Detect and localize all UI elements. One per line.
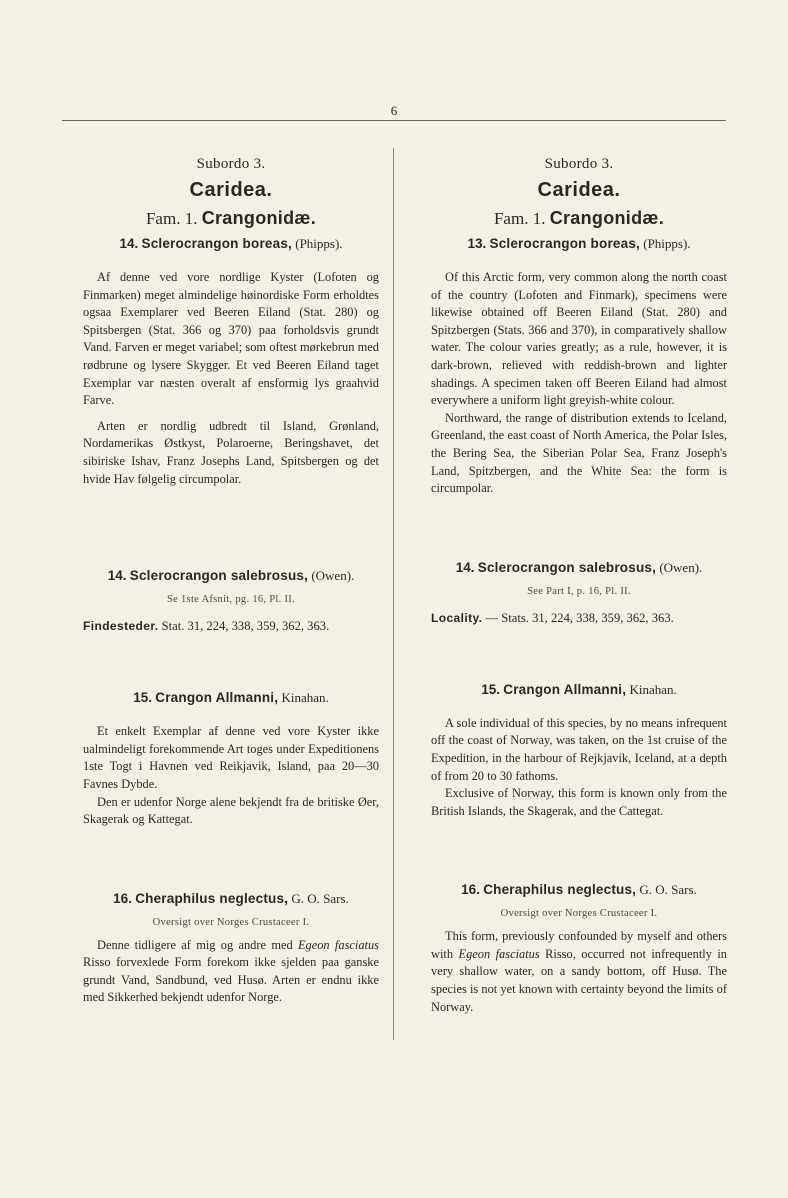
italic-species-name: Egeon fasciatus (458, 946, 540, 961)
paragraph-text: Risso forvexlede Form forekom ikke sjelden paa ganske grundt Vand, Sandbund, ved Husø. Arten er endnu ikke med Sikkerhed bekjendt udenfor Norge. (83, 955, 379, 1005)
ordo-heading: Caridea. (537, 179, 621, 201)
locality-label: Findesteder. (83, 619, 159, 634)
locality-text: Stat. 31, 224, 338, 359, 362, 363. (161, 619, 330, 634)
family-name: Crangonidæ. (201, 208, 317, 228)
species-name: Sclerocrangon salebrosus, (477, 559, 657, 575)
paragraph (83, 937, 379, 1007)
paragraph (431, 928, 727, 1016)
locality-line (83, 619, 379, 634)
paragraph: Af denne ved vore nordlige Kyster (Lofoten og Finmarken) meget almindelige høinordiske Form erholdtes ogsaa Exemplarer ved Beeren Eiland (Stat. 280) og Spitsbergen (Stat. 366 og 370) paa forholdsvis grundt Vand. Farven er meget variabel; som oftest mørkebrun med rødbrune og lysere Skygger. Et ved Beeren Eiland taget Exemplar var næsten overalt af ensformig lys graahvid Farve. (83, 270, 379, 408)
paragraph: Exclusive of Norway, this form is known only from the British Islands, the Skagerak, and the Cattegat. (431, 786, 727, 818)
paragraph: A sole individual of this species, by no means infrequent off the coast of Norway, was taken, on the 1st cruise of the Expedition, in the harbour of Rejkjavik, Iceland, at a depth of from 20 to 30 fathoms. (431, 715, 727, 783)
paragraph: Of this Arctic form, very common along the north coast of the country (Lofoten and Finmark), specimens were likewise obtained off Beeren Eiland (Stat. 280) and Spitzbergen (Stats. 366 and 370), in comparatively shallow water. The colour varies greatly; as a rule, however, it is dark-brown, relieved with reddish-brown and lighter shadings. A specimen taken off Beeren Eiland had almost everywhere a uniform light greyish-white colour. (431, 270, 727, 408)
species-name: Sclerocrangon boreas, (489, 236, 640, 251)
species-author: Kinahan. (281, 690, 329, 706)
species-author: (Phipps). (295, 236, 343, 251)
paragraph-text: Denne tidligere af mig og andre med (97, 937, 298, 952)
species-heading-crangon-allmanni (83, 690, 379, 706)
species-heading-cheraphilus-neglectus (431, 882, 727, 898)
species-name: Sclerocrangon boreas, (141, 236, 292, 251)
subordo-heading: Subordo 3. (196, 156, 266, 172)
family-prefix: Fam. 1. (145, 209, 198, 228)
species-number: 15. (481, 681, 501, 697)
locality-label: Locality. (431, 610, 483, 625)
species-number: 13. (467, 236, 487, 251)
family-heading (83, 208, 379, 232)
species-name: Crangon Allmanni, (503, 681, 627, 697)
reference-note: Oversigt over Norges Crustaceer I. (152, 916, 310, 928)
header-rule (62, 120, 726, 121)
species-name: Cheraphilus neglectus, (483, 882, 637, 898)
page-number: 6 (390, 103, 398, 118)
species-number: 14. (455, 559, 475, 575)
reference-note: Se 1ste Afsnit, pg. 16, Pl. II. (166, 594, 295, 606)
species-number: 14. (107, 568, 127, 584)
species-heading-sclerocrangon-salebrosus (83, 568, 379, 584)
subordo-heading: Subordo 3. (544, 156, 614, 172)
species-name: Cheraphilus neglectus, (135, 890, 289, 906)
reference-note: Oversigt over Norges Crustaceer I. (500, 908, 658, 920)
species-name: Crangon Allmanni, (155, 690, 279, 706)
locality-text: — Stats. 31, 224, 338, 359, 362, 363. (485, 610, 674, 625)
species-number: 16. (113, 890, 132, 906)
italic-species-name: Egeon fasciatus (297, 937, 379, 952)
english-column (431, 150, 727, 1016)
species-name: Sclerocrangon salebrosus, (129, 568, 309, 584)
family-heading (431, 208, 727, 232)
paragraph: Arten er nordlig udbredt til Island, Grønland, Nordamerikas Østkyst, Polaroerne, Beringshavet, det sibiriske Ishav, Franz Josephs Land, Spitsbergen og det hvide Hav følgelig circumpolar. (83, 418, 379, 486)
species-author: Kinahan. (629, 681, 677, 697)
species-author: G. O. Sars. (639, 882, 697, 898)
family-prefix: Fam. 1. (493, 209, 546, 228)
family-name: Crangonidæ. (549, 208, 665, 228)
species-heading-sclerocrangon-boreas (431, 236, 727, 252)
species-heading-crangon-allmanni (431, 682, 727, 698)
species-number: 14. (119, 236, 139, 251)
column-divider (393, 148, 394, 1040)
species-heading-sclerocrangon-salebrosus (431, 560, 727, 576)
species-heading-cheraphilus-neglectus (83, 891, 379, 907)
species-number: 16. (461, 882, 480, 898)
species-author: G. O. Sars. (291, 890, 349, 906)
paragraph: Den er udenfor Norge alene bekjendt fra de britiske Øer, Skagerak og Kattegat. (83, 794, 379, 827)
paragraph: Et enkelt Exemplar af denne ved vore Kyster ikke ualmindeligt forekommende Art toges under Expeditionens 1ste Togt i Havnen ved Reikjavik, Island, paa 20—30 Favnes Dybde. (83, 724, 379, 791)
locality-line (431, 611, 727, 626)
reference-note: See Part I, p. 16, Pl. II. (527, 585, 631, 597)
species-author: (Owen). (659, 559, 703, 575)
paragraph-text: This form, previously confounded by myself and others with (431, 929, 727, 961)
species-author: (Phipps). (643, 236, 691, 251)
ordo-heading: Caridea. (189, 179, 273, 201)
species-author: (Owen). (311, 568, 355, 584)
paragraph: Northward, the range of distribution extends to Iceland, Greenland, the east coast of North America, the Polar Isles, the Bering Sea, the Siberian Polar Sea, Franz Joseph's Land, Spitzbergen, and the White Sea: the form is circumpolar. (431, 410, 727, 496)
species-number: 15. (133, 690, 153, 706)
species-heading-sclerocrangon-boreas (83, 236, 379, 252)
norwegian-column (83, 150, 379, 1007)
paragraph-text: Risso, occurred not infrequently in very shallow water, on a sandy bottom, off Husø. The species is not yet known with certainty beyond the limits of Norway. (431, 946, 728, 1014)
